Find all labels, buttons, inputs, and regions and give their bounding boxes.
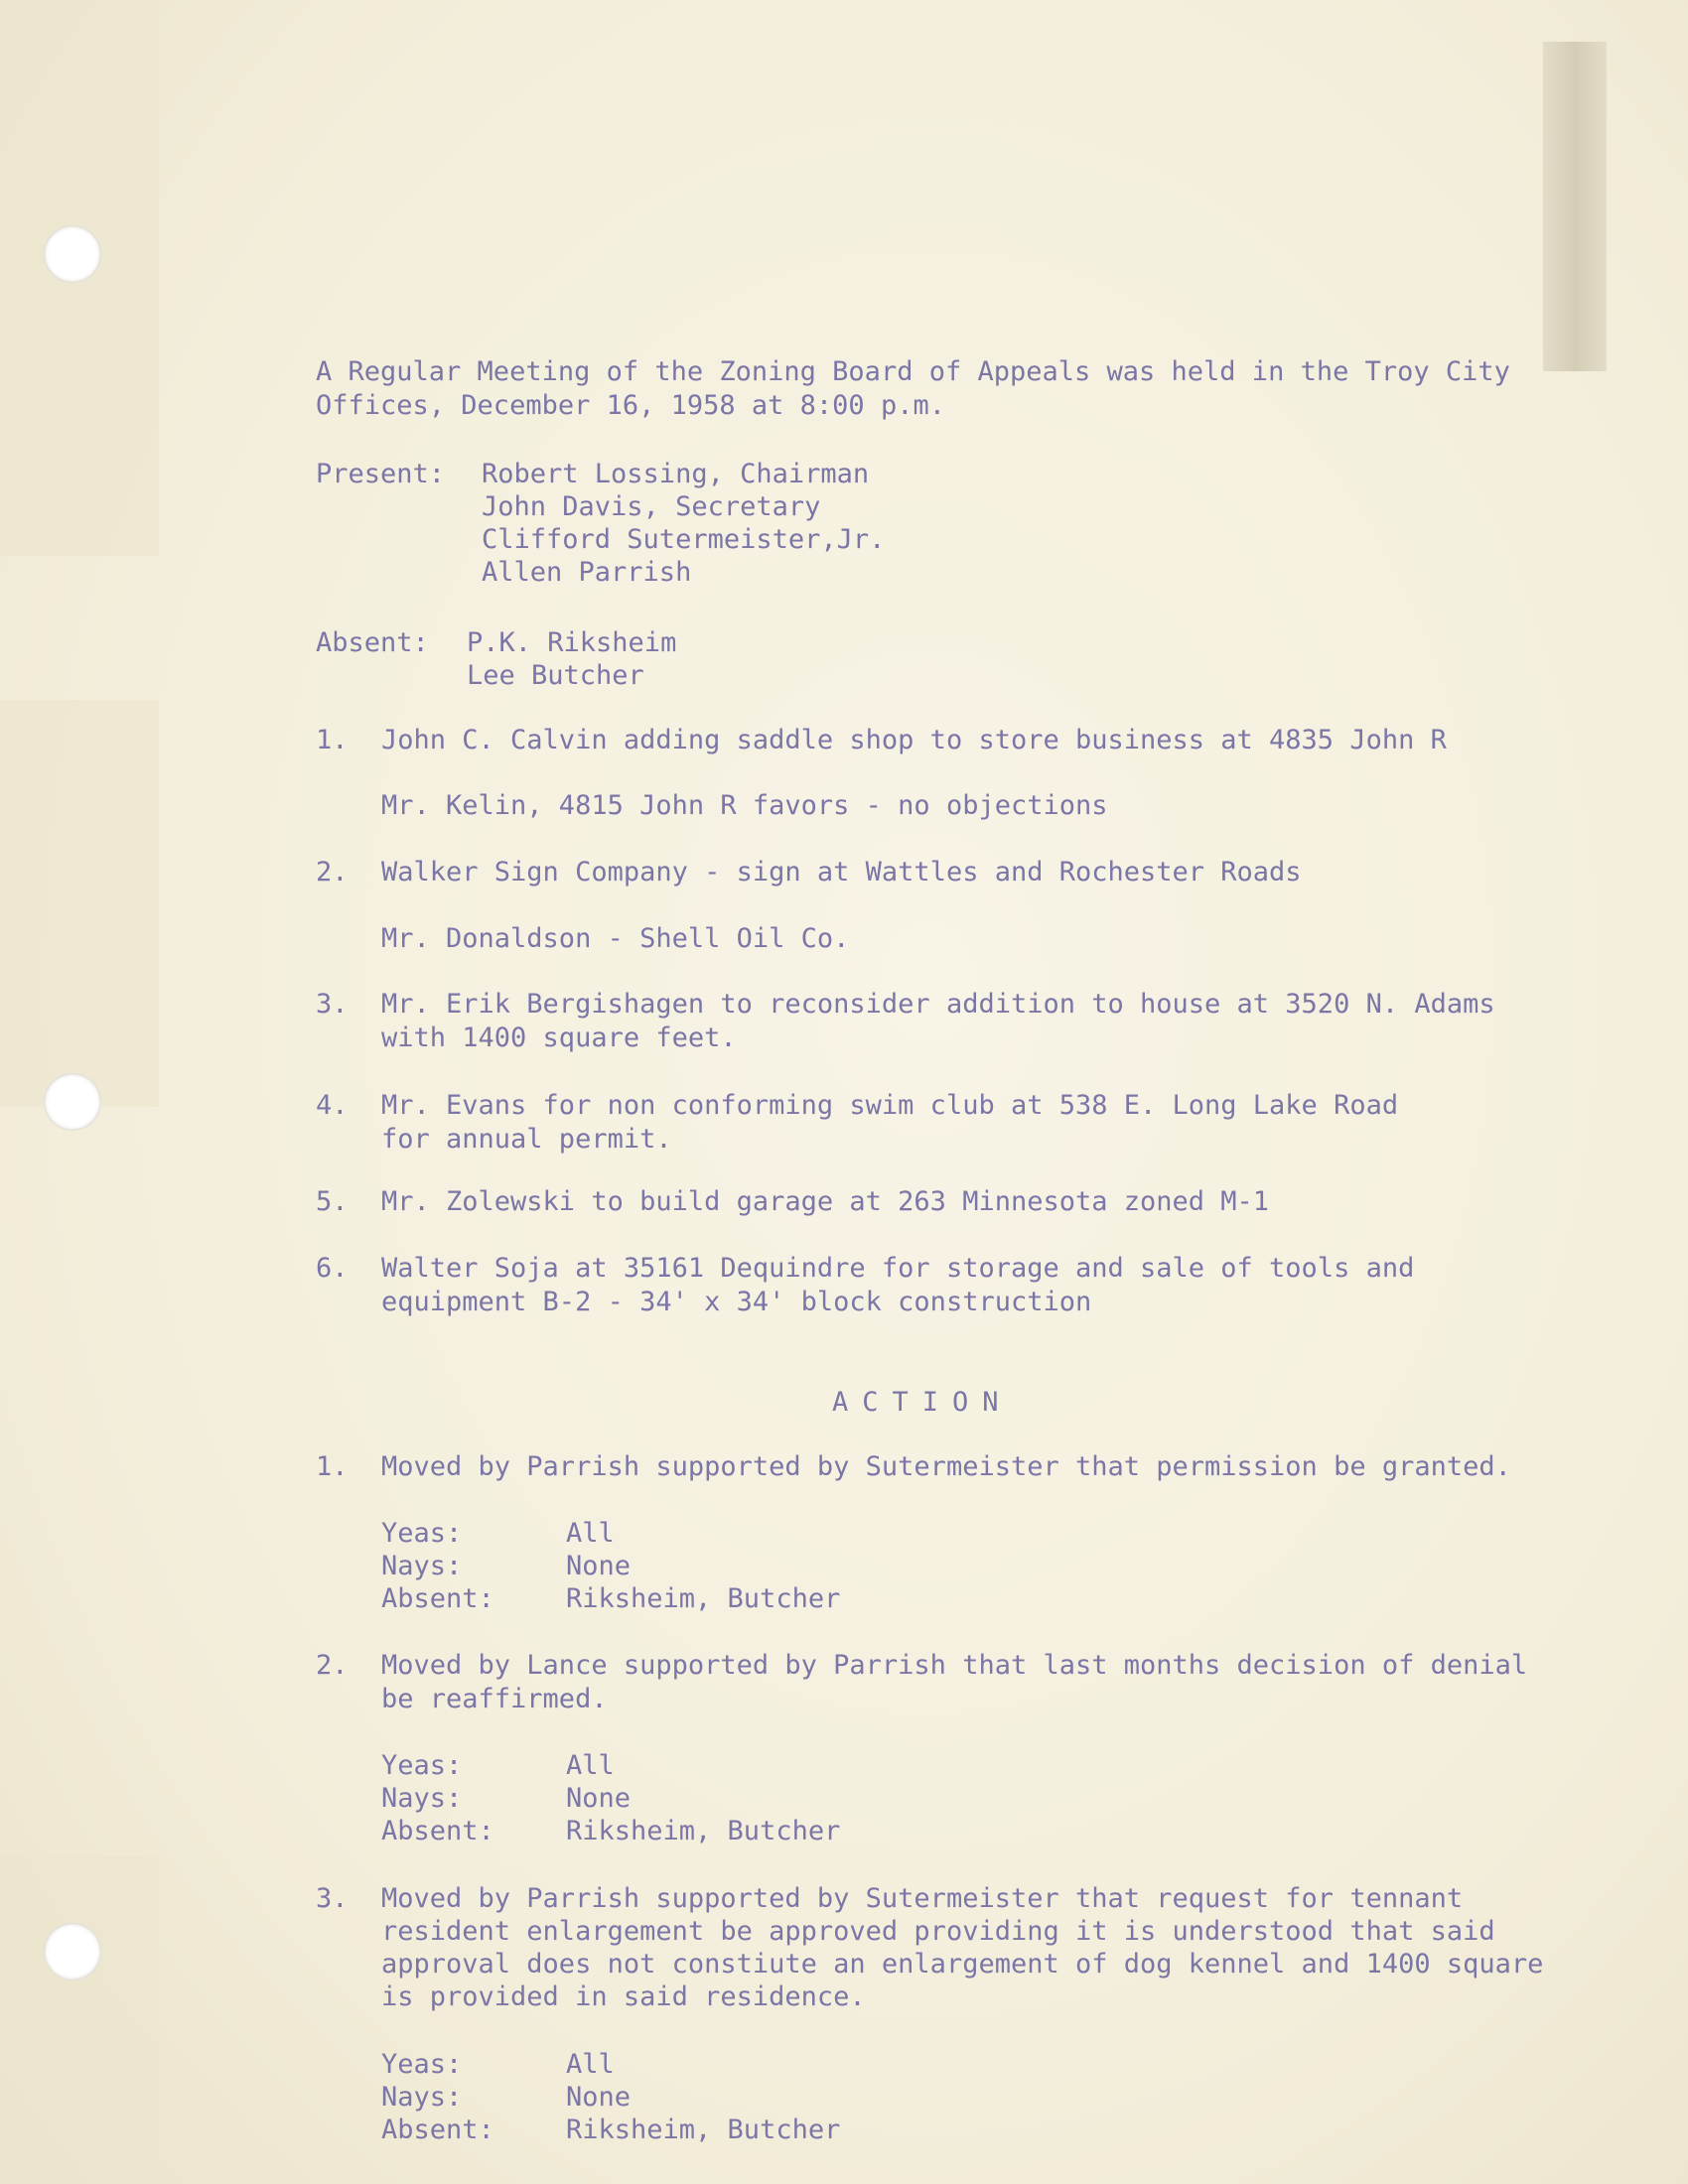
yeas-value: All	[566, 1518, 615, 1549]
absent-vote-label: Absent:	[381, 2115, 494, 2145]
action-number: 1.	[316, 1451, 349, 1482]
action-number: 3.	[316, 1883, 349, 1914]
action-heading: ACTION	[832, 1387, 1013, 1418]
agenda-item-text: equipment B-2 - 34' x 34' block construction	[381, 1287, 1092, 1317]
nays-value: None	[566, 1783, 632, 1814]
present-member: Clifford Sutermeister,Jr.	[482, 524, 886, 555]
agenda-item-text: Walker Sign Company - sign at Wattles and Rochester Roads	[381, 857, 1302, 887]
agenda-item-text: for annual permit.	[381, 1124, 672, 1155]
agenda-number: 6.	[316, 1253, 349, 1284]
agenda-number: 5.	[316, 1186, 349, 1217]
action-number: 2.	[316, 1650, 349, 1681]
present-member: Robert Lossing, Chairman	[482, 459, 870, 489]
action-motion-text: is provided in said residence.	[381, 1981, 866, 2012]
absent-vote-label: Absent:	[381, 1583, 494, 1614]
agenda-number: 4.	[316, 1090, 349, 1121]
absent-vote-value: Riksheim, Butcher	[566, 1583, 841, 1614]
yeas-value: All	[566, 2049, 615, 2080]
agenda-item-note: Mr. Kelin, 4815 John R favors - no objections	[381, 790, 1108, 821]
yeas-label: Yeas:	[381, 1750, 463, 1781]
nays-value: None	[566, 1551, 632, 1581]
nays-value: None	[566, 2082, 632, 2113]
agenda-item-text: John C. Calvin adding saddle shop to store business at 4835 John R	[381, 725, 1447, 755]
action-motion-text: approval does not constiute an enlargement of dog kennel and 1400 square	[381, 1949, 1544, 1979]
agenda-item-text: with 1400 square feet.	[381, 1023, 737, 1053]
action-motion-text: Moved by Lance supported by Parrish that last months decision of denial	[381, 1650, 1528, 1681]
absent-member: P.K. Riksheim	[467, 627, 677, 658]
action-motion-text: be reaffirmed.	[381, 1684, 608, 1714]
action-motion-text: Moved by Parrish supported by Sutermeister that request for tennant	[381, 1883, 1464, 1914]
absent-label: Absent:	[316, 627, 429, 658]
agenda-number: 2.	[316, 857, 349, 887]
agenda-item-text: Mr. Erik Bergishagen to reconsider addition to house at 3520 N. Adams	[381, 989, 1495, 1020]
yeas-label: Yeas:	[381, 1518, 463, 1549]
present-label: Present:	[316, 459, 446, 489]
action-motion-text: Moved by Parrish supported by Sutermeister that permission be granted.	[381, 1451, 1511, 1482]
agenda-item-note: Mr. Donaldson - Shell Oil Co.	[381, 923, 850, 954]
absent-vote-label: Absent:	[381, 1816, 494, 1846]
yeas-value: All	[566, 1750, 615, 1781]
nays-label: Nays:	[381, 1551, 463, 1581]
yeas-label: Yeas:	[381, 2049, 463, 2080]
intro-line: A Regular Meeting of the Zoning Board of Appeals was held in the Troy City	[316, 356, 1510, 387]
absent-vote-value: Riksheim, Butcher	[566, 2115, 841, 2145]
absent-member: Lee Butcher	[467, 660, 644, 691]
absent-vote-value: Riksheim, Butcher	[566, 1816, 841, 1846]
agenda-number: 1.	[316, 725, 349, 755]
agenda-number: 3.	[316, 989, 349, 1020]
agenda-item-text: Mr. Zolewski to build garage at 263 Minnesota zoned M-1	[381, 1186, 1270, 1217]
nays-label: Nays:	[381, 2082, 463, 2113]
agenda-item-text: Walter Soja at 35161 Dequindre for storage and sale of tools and	[381, 1253, 1415, 1284]
agenda-item-text: Mr. Evans for non conforming swim club at 538 E. Long Lake Road	[381, 1090, 1399, 1121]
action-motion-text: resident enlargement be approved providing it is understood that said	[381, 1916, 1495, 1947]
nays-label: Nays:	[381, 1783, 463, 1814]
present-member: Allen Parrish	[482, 557, 692, 588]
intro-line: Offices, December 16, 1958 at 8:00 p.m.	[316, 390, 945, 421]
present-member: John Davis, Secretary	[482, 491, 821, 522]
